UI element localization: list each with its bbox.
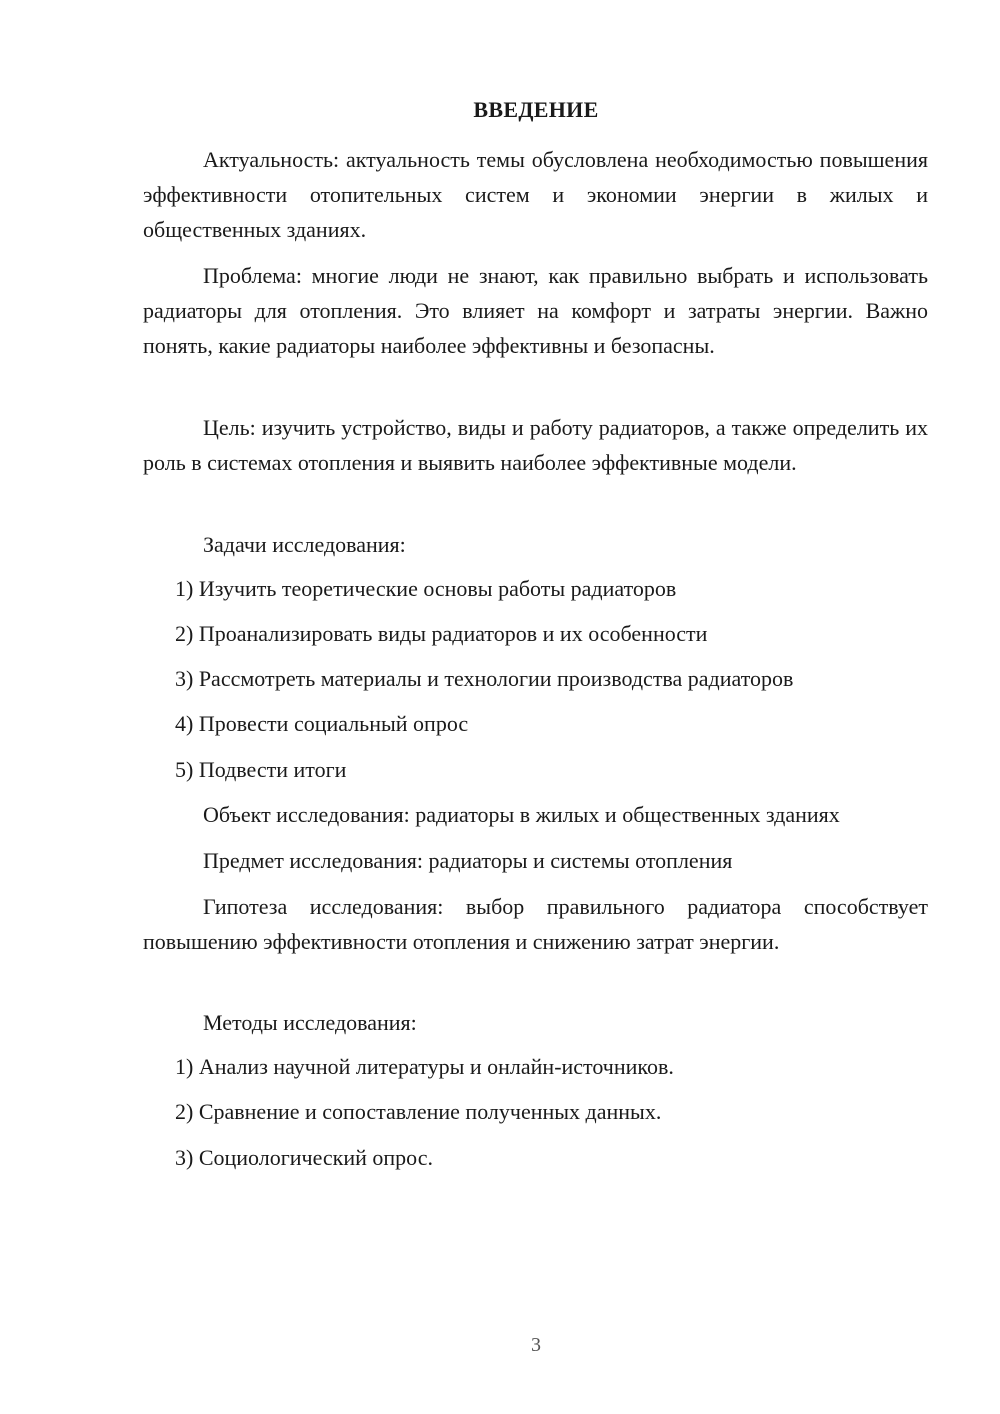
task-item: 2) Проанализировать виды радиаторов и их особенности [175,621,708,646]
task-item: 1) Изучить теоретические основы работы радиаторов [175,576,677,601]
hypothesis-paragraph [143,889,928,959]
problem-text: Проблема: многие люди не знают, как правильно выбрать и использовать радиаторы для отопления. Это влияет на комфорт и затраты энергии. Важно понять, какие радиаторы наиболее эффективны и безопасны. [143,263,928,358]
method-item: 1) Анализ научной литературы и онлайн-источников. [175,1054,674,1079]
task-item: 5) Подвести итоги [175,757,347,782]
hypothesis-text: Гипотеза исследования: выбор правильного радиатора способствует повышению эффективности отопления и снижению затрат энергии. [143,894,928,954]
relevance-text: Актуальность: актуальность темы обусловлена необходимостью повышения эффективности отопительных систем и экономии энергии в жилых и общественных зданиях. [143,147,928,242]
problem-paragraph [143,258,928,363]
page-title: ВВЕДЕНИЕ [473,97,599,122]
task-item: 3) Рассмотреть материалы и технологии производства радиаторов [175,666,794,691]
methods-title: Методы исследования: [203,1010,417,1035]
method-item: 2) Сравнение и сопоставление полученных данных. [175,1099,662,1124]
task-item: 4) Провести социальный опрос [175,711,469,736]
tasks-title: Задачи исследования: [203,532,406,557]
page-number: 3 [531,1334,541,1356]
research-object: Объект исследования: радиаторы в жилых и общественных зданиях [203,802,840,827]
goal-paragraph [143,410,928,480]
relevance-paragraph [143,142,928,247]
method-item: 3) Социологический опрос. [175,1145,433,1170]
research-subject: Предмет исследования: радиаторы и системы отопления [203,848,733,873]
goal-text: Цель: изучить устройство, виды и работу радиаторов, а также определить их роль в системах отопления и выявить наиболее эффективные модели. [143,415,928,475]
